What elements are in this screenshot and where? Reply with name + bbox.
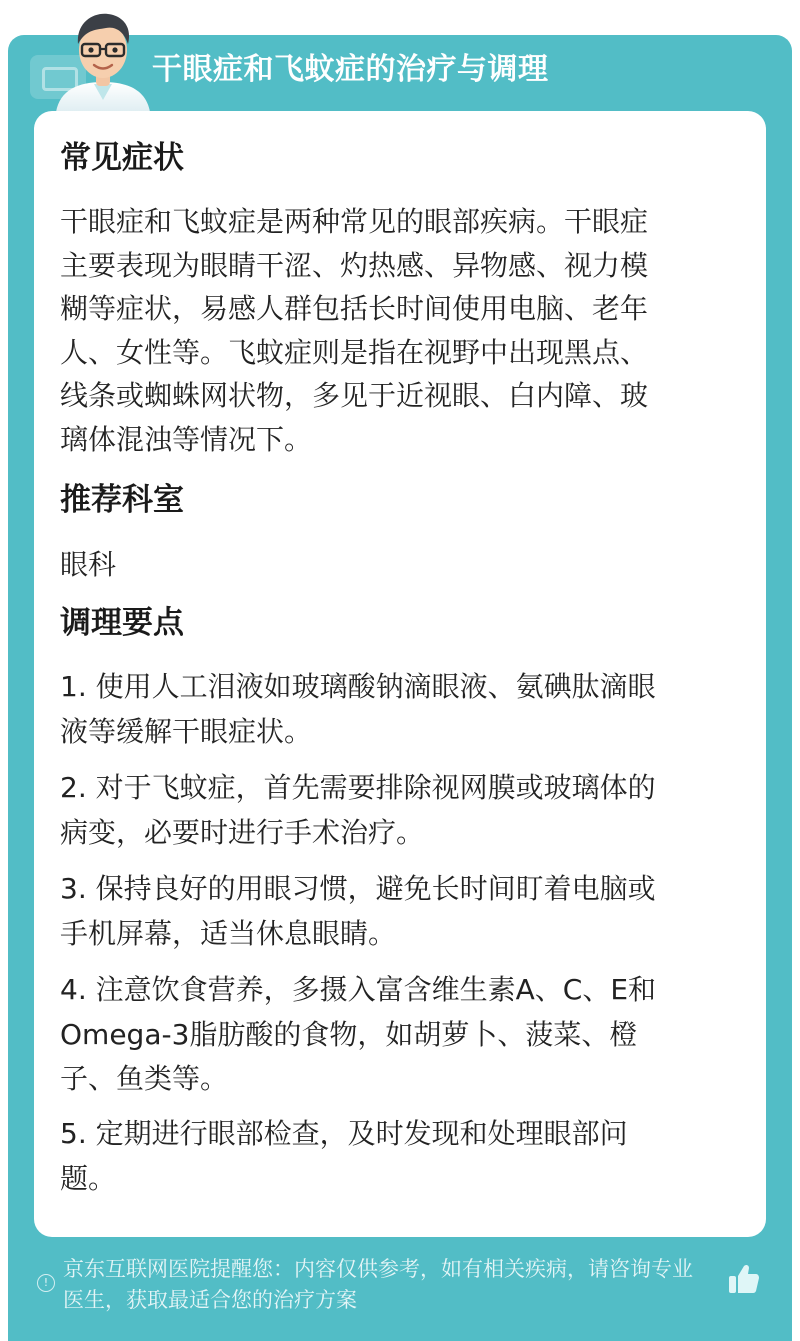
info-icon: ! — [37, 1274, 55, 1292]
text-line: 干眼症和飞蚊症是两种常见的眼部疾病。干眼症 — [60, 205, 649, 238]
text-line: Omega-3脂肪酸的食物，如胡萝卜、菠菜、橙 — [60, 1017, 638, 1051]
section-title-care: 调理要点 — [60, 605, 184, 641]
text-line: 液等缓解干眼症状。 — [60, 714, 313, 748]
text-line: 病变，必要时进行手术治疗。 — [60, 815, 425, 849]
text-line: 主要表现为眼睛干涩、灼热感、异物感、视力模 — [60, 248, 649, 282]
text-line: 医生，获取最适合您的治疗方案 — [63, 1288, 357, 1312]
section-title-symptoms: 常见症状 — [60, 140, 184, 176]
symptoms-text — [60, 200, 730, 462]
thumbs-up-icon[interactable] — [726, 1262, 760, 1296]
list-item — [60, 968, 730, 1102]
list-item — [60, 1112, 730, 1201]
doctor-avatar — [50, 8, 156, 112]
text-line: 1. 使用人工泪液如玻璃酸钠滴眼液、氨碘肽滴眼 — [60, 670, 656, 703]
text-line: 糊等症状，易感人群包括长时间使用电脑、老年 — [60, 292, 649, 326]
text-line: 线条或蜘蛛网状物，多见于近视眼、白内障、玻 — [60, 379, 649, 413]
text-line: 3. 保持良好的用眼习惯，避免长时间盯着电脑或 — [60, 872, 656, 905]
text-line: 京东互联网医院提醒您：内容仅供参考，如有相关疾病，请咨询专业 — [63, 1257, 693, 1281]
text-line: 璃体混浊等情况下。 — [60, 422, 313, 456]
list-item — [60, 665, 730, 754]
text-line: 2. 对于飞蚊症，首先需要排除视网膜或玻璃体的 — [60, 771, 656, 804]
list-item — [60, 867, 730, 956]
text-line: 4. 注意饮食营养，多摄入富含维生素A、C、E和 — [60, 973, 657, 1006]
text-line: 手机屏幕，适当休息眼睛。 — [60, 916, 397, 950]
list-item — [60, 766, 730, 855]
text-line: 题。 — [60, 1161, 117, 1195]
department-value: 眼科 — [60, 548, 117, 581]
text-line: 5. 定期进行眼部检查，及时发现和处理眼部问 — [60, 1117, 628, 1150]
text-line: 子、鱼类等。 — [60, 1062, 229, 1095]
disclaimer-text — [63, 1254, 723, 1316]
text-line: 人、女性等。飞蚊症则是指在视野中出现黑点、 — [60, 335, 649, 369]
section-title-department: 推荐科室 — [60, 482, 184, 518]
page-title: 干眼症和飞蚊症的治疗与调理 — [152, 52, 549, 87]
